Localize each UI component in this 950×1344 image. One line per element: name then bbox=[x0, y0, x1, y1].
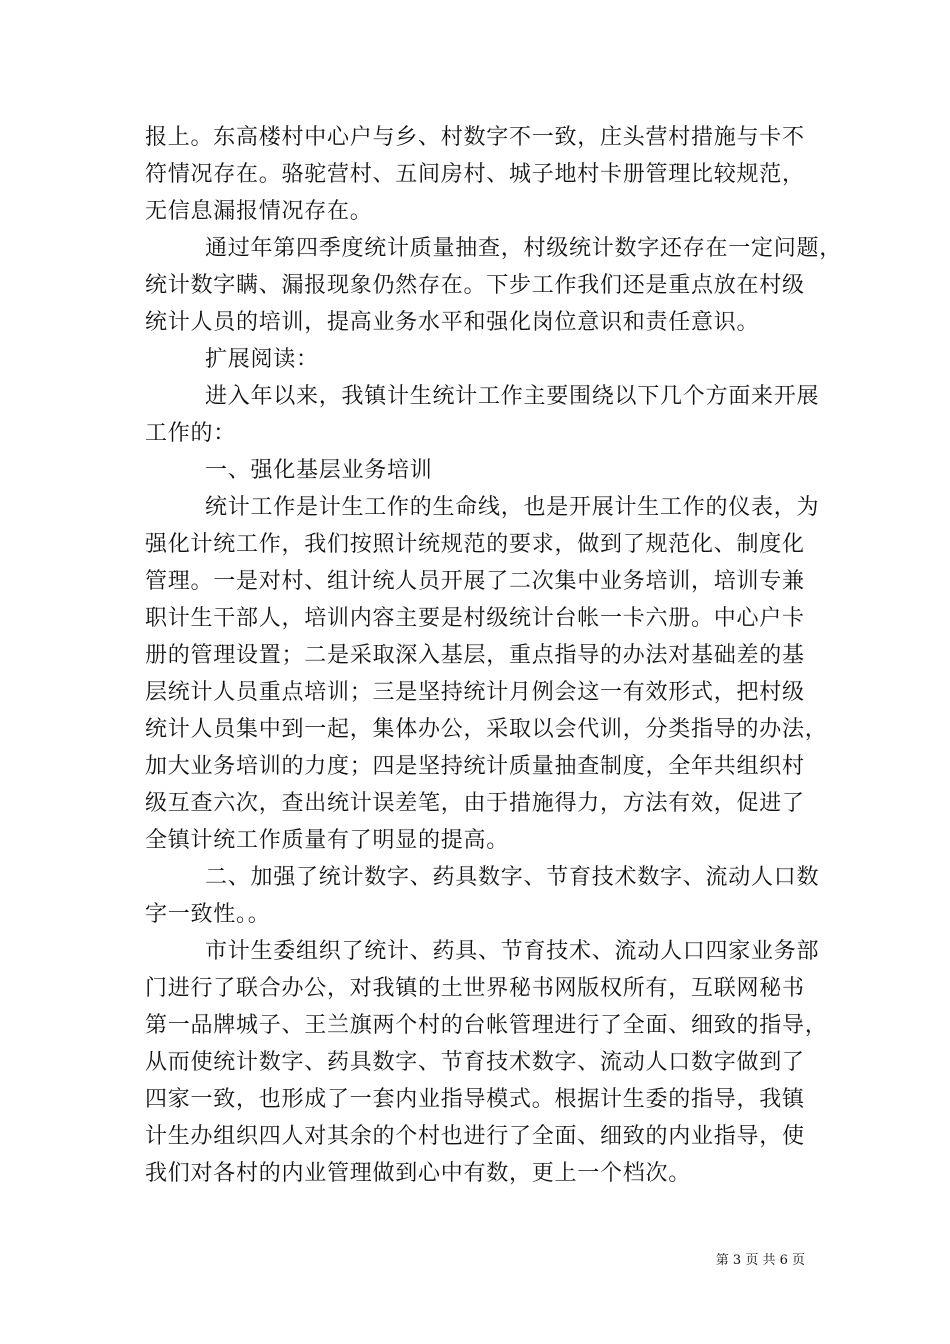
text-line: 职计生干部人，培训内容主要是村级统计台帐一卡六册。中心户卡 bbox=[145, 606, 805, 631]
text-line: 管理。一是对村、组计统人员开展了二次集中业务培训，培训专兼 bbox=[145, 569, 805, 594]
text-line: 二、加强了统计数字、药具数字、节育技术数字、流动人口数 bbox=[205, 865, 820, 890]
text-line: 扩展阅读： bbox=[205, 347, 319, 372]
text-line: 报上。东高楼村中心户与乡、村数字不一致，庄头营村措施与卡不 bbox=[145, 125, 805, 150]
paragraph bbox=[145, 859, 820, 933]
text-line: 进入年以来，我镇计生统计工作主要围绕以下几个方面来开展 bbox=[205, 384, 820, 409]
text-line: 统计工作是计生工作的生命线，也是开展计生工作的仪表，为 bbox=[205, 495, 820, 520]
text-line: 一、强化基层业务培训 bbox=[205, 458, 433, 483]
paragraph bbox=[145, 933, 828, 1192]
text-line: 计生办组织四人对其余的个村也进行了全面、细致的内业指导，使 bbox=[145, 1124, 805, 1149]
text-line: 册的管理设置；二是采取深入基层，重点指导的办法对基础差的基 bbox=[145, 643, 805, 668]
text-line: 四家一致，也形成了一套内业指导模式。根据计生委的指导，我镇 bbox=[145, 1087, 805, 1112]
paragraph bbox=[145, 341, 810, 378]
paragraph bbox=[145, 119, 810, 230]
text-line: 工作的： bbox=[145, 421, 237, 446]
text-line: 我们对各村的内业管理做到心中有数，更上一个档次。 bbox=[145, 1161, 692, 1186]
paragraph bbox=[145, 378, 820, 452]
text-line: 符情况存在。骆驼营村、五间房村、城子地村卡册管理比较规范， bbox=[145, 162, 805, 187]
paragraph bbox=[145, 489, 828, 859]
text-line: 通过年第四季度统计质量抽查，村级统计数字还存在一定问题， bbox=[205, 236, 843, 261]
text-line: 级互查六次，查出统计误差笔，由于措施得力，方法有效，促进了 bbox=[145, 791, 805, 816]
text-line: 层统计人员重点培训；三是坚持统计月例会这一有效形式，把村级 bbox=[145, 680, 805, 705]
page-number: 第 3 页 共 6 页 bbox=[715, 1253, 805, 1268]
text-line: 全镇计统工作质量有了明显的提高。 bbox=[145, 828, 510, 853]
text-line: 强化计统工作，我们按照计统规范的要求，做到了规范化、制度化 bbox=[145, 532, 805, 557]
text-line: 统计人员的培训，提高业务水平和强化岗位意识和责任意识。 bbox=[145, 310, 760, 335]
paragraph bbox=[145, 452, 810, 489]
text-line: 从而使统计数字、药具数字、节育技术数字、流动人口数字做到了 bbox=[145, 1050, 805, 1075]
text-line: 统计数字瞒、漏报现象仍然存在。下步工作我们还是重点放在村级 bbox=[145, 273, 805, 298]
text-line: 字一致性。。 bbox=[145, 902, 271, 927]
text-line: 无信息漏报情况存在。 bbox=[145, 199, 373, 224]
paragraph bbox=[145, 230, 843, 341]
document-body bbox=[145, 119, 843, 1192]
text-line: 门进行了联合办公，对我镇的土世界秘书网版权所有，互联网秘书 bbox=[145, 976, 805, 1001]
text-line: 市计生委组织了统计、药具、节育技术、流动人口四家业务部 bbox=[205, 939, 820, 964]
text-line: 加大业务培训的力度；四是坚持统计质量抽查制度，全年共组织村 bbox=[145, 754, 805, 779]
text-line: 统计人员集中到一起，集体办公，采取以会代训，分类指导的办法， bbox=[145, 717, 828, 742]
text-line: 第一品牌城子、王兰旗两个村的台帐管理进行了全面、细致的指导， bbox=[145, 1013, 828, 1038]
